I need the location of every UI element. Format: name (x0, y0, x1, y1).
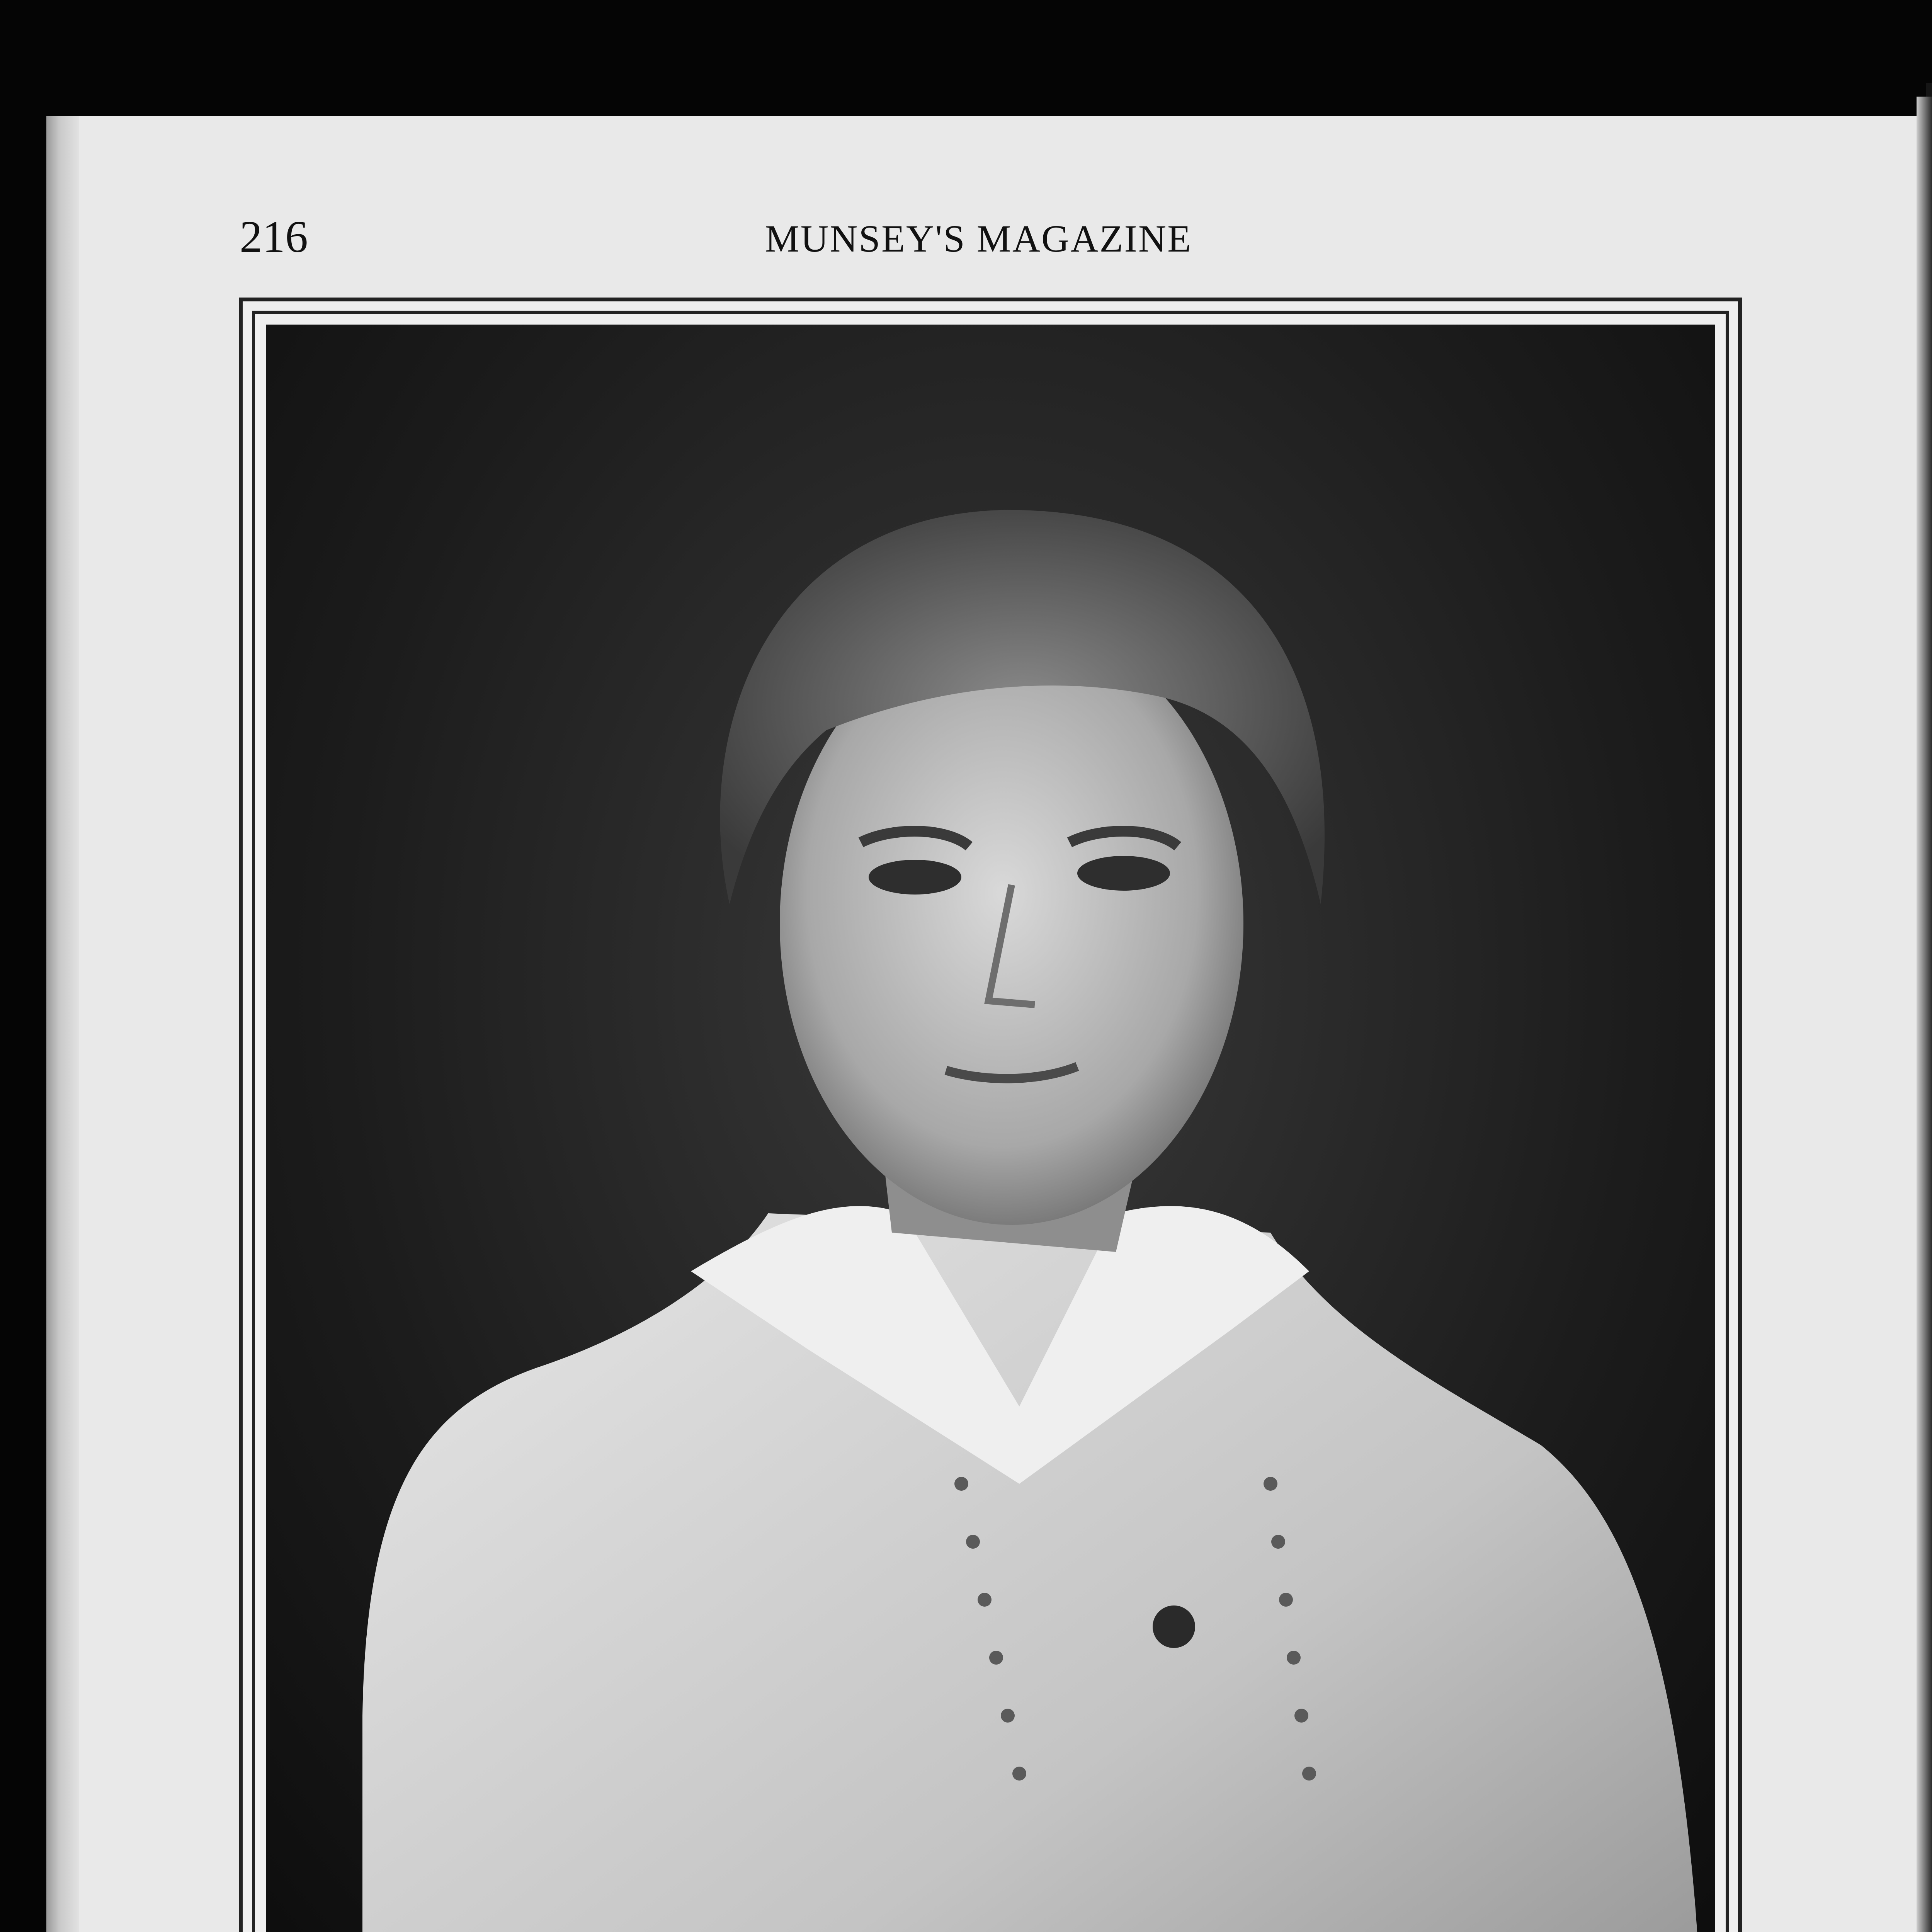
page-stack-edge (46, 116, 79, 1932)
page-number: 216 (240, 211, 308, 262)
portrait-photo (266, 325, 1715, 1932)
book-gutter (1917, 97, 1932, 1932)
running-head: MUNSEY'S MAGAZINE (765, 217, 1192, 260)
